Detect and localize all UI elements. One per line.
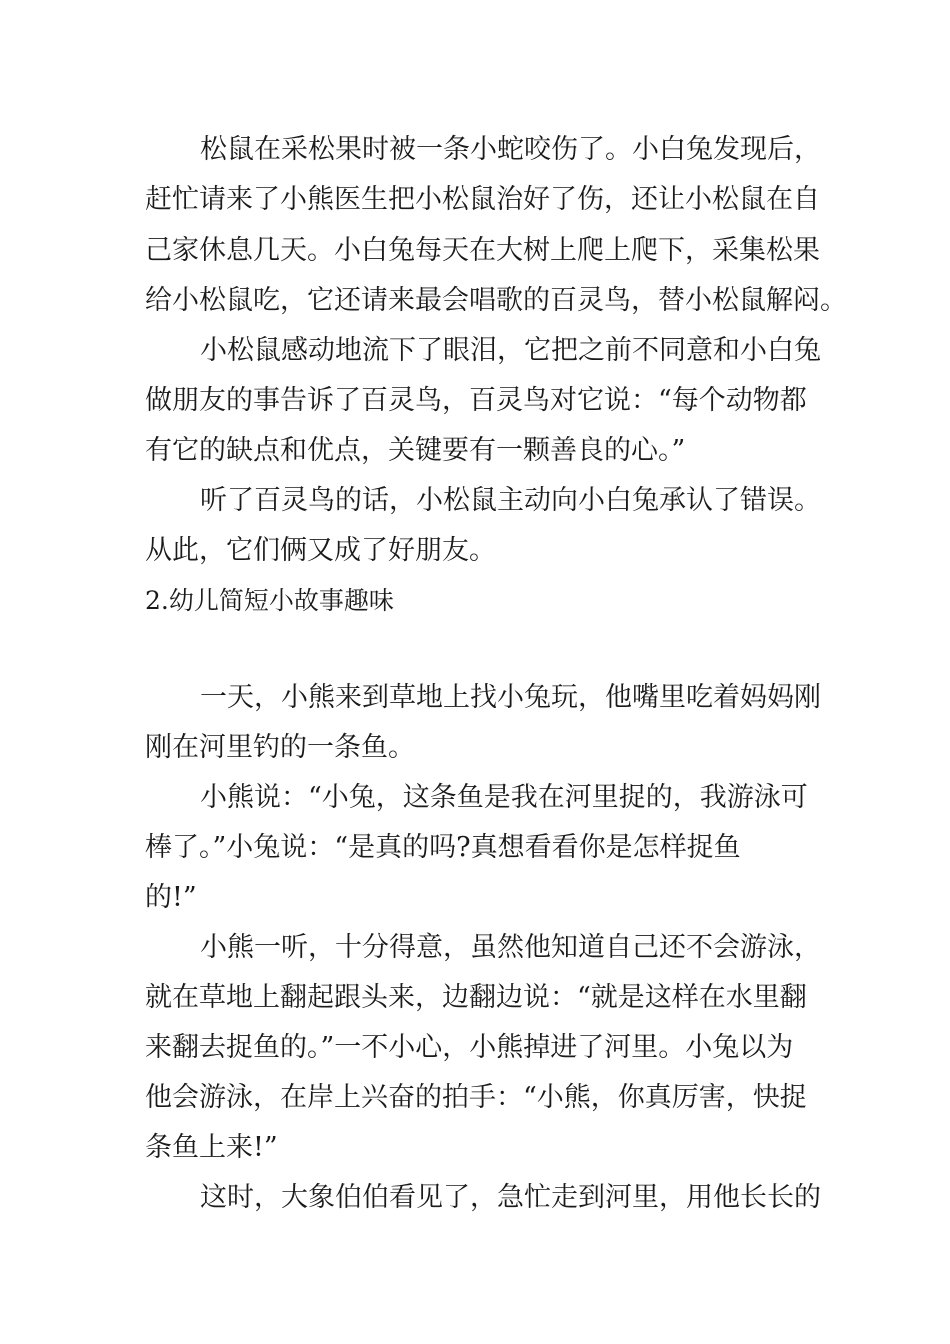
paragraph-line: 条鱼上来!” bbox=[145, 1132, 278, 1163]
paragraph-line: 就在草地上翻起跟头来，边翻边说：“就是这样在水里翻 bbox=[145, 982, 807, 1013]
paragraph-line: 小松鼠感动地流下了眼泪，它把之前不同意和小白兔 bbox=[200, 335, 821, 366]
paragraph-line: 赶忙请来了小熊医生把小松鼠治好了伤，还让小松鼠在自 bbox=[145, 184, 820, 215]
paragraph-line: 一天，小熊来到草地上找小兔玩，他嘴里吃着妈妈刚 bbox=[200, 682, 821, 713]
paragraph-line: 他会游泳，在岸上兴奋的拍手：“小熊，你真厉害，快捉 bbox=[145, 1082, 807, 1113]
paragraph-line: 小熊说：“小兔，这条鱼是我在河里捉的，我游泳可 bbox=[200, 782, 808, 813]
paragraph-line: 这时，大象伯伯看见了，急忙走到河里，用他长长的 bbox=[200, 1182, 821, 1213]
paragraph-line: 己家休息几天。小白兔每天在大树上爬上爬下，采集松果 bbox=[145, 235, 820, 266]
paragraph-line: 刚在河里钓的一条鱼。 bbox=[145, 732, 415, 763]
paragraph-line: 听了百灵鸟的话，小松鼠主动向小白兔承认了错误。 bbox=[200, 485, 821, 516]
paragraph-line: 棒了。”小兔说：“是真的吗?真想看看你是怎样捉鱼 bbox=[145, 832, 741, 863]
paragraph-line: 做朋友的事告诉了百灵鸟，百灵鸟对它说：“每个动物都 bbox=[145, 385, 807, 416]
section-heading: 2.幼儿简短小故事趣味 bbox=[145, 586, 394, 615]
paragraph-line: 来翻去捉鱼的。”一不小心，小熊掉进了河里。小兔以为 bbox=[145, 1032, 794, 1063]
paragraph-line: 有它的缺点和优点，关键要有一颗善良的心。” bbox=[145, 435, 686, 466]
paragraph-line: 的!” bbox=[145, 882, 197, 913]
paragraph-line: 松鼠在采松果时被一条小蛇咬伤了。小白兔发现后， bbox=[200, 134, 821, 165]
paragraph-line: 给小松鼠吃，它还请来最会唱歌的百灵鸟，替小松鼠解闷。 bbox=[145, 285, 847, 316]
paragraph-line: 从此，它们俩又成了好朋友。 bbox=[145, 535, 496, 566]
paragraph-line: 小熊一听，十分得意，虽然他知道自己还不会游泳， bbox=[200, 932, 821, 963]
